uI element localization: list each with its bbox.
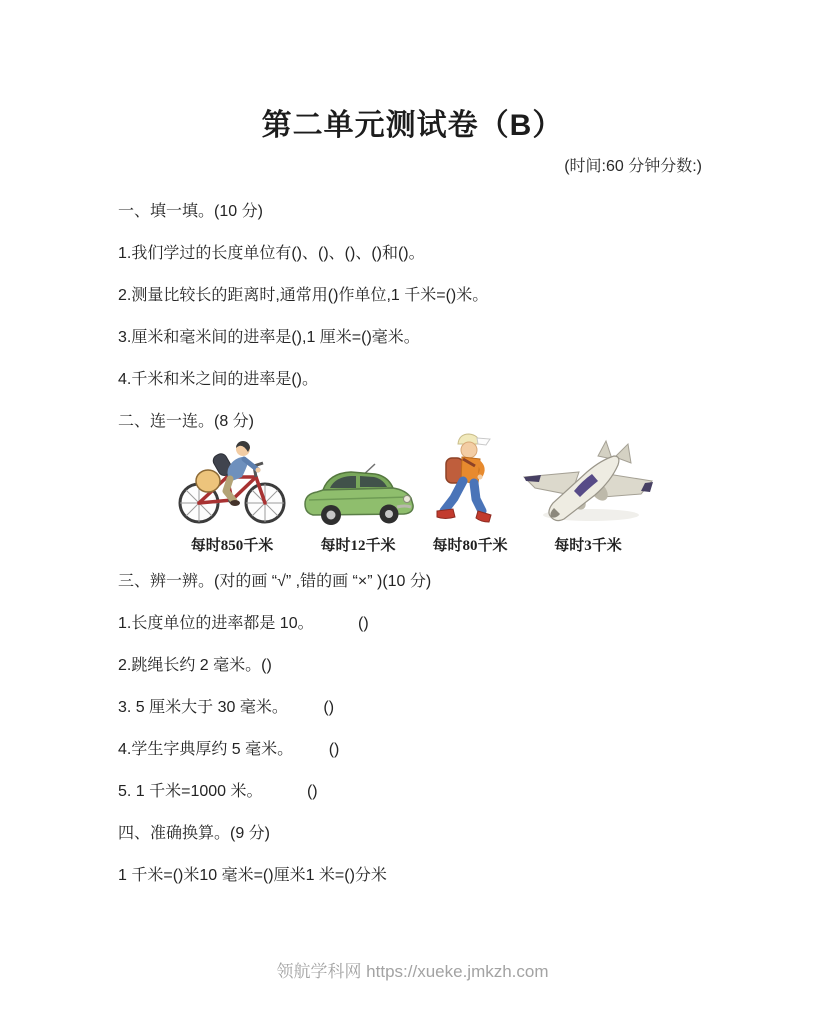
judge-question-2: 2.跳绳长约 2 毫米。() (118, 657, 272, 674)
matching-figure-car (294, 432, 422, 556)
exam-time-score-meta: (时间:60 分钟分数:) (564, 158, 702, 175)
matching-figure-pedestrian (422, 432, 518, 556)
figure-caption-pedestrian: 每时80千米 (432, 538, 508, 554)
figure-caption-jet: 每时3千米 (554, 538, 622, 554)
section-four-heading: 四、准确换算。(9 分) (118, 825, 271, 842)
bicycle-rider-icon (176, 432, 288, 527)
fighter-jet-icon (519, 432, 657, 527)
matching-figure-bicycle (170, 432, 294, 556)
fill-in-question-4: 4.千米和米之间的进率是()。 (118, 371, 319, 388)
page-title: 第二单元测试卷（B） (261, 109, 564, 142)
judge-question-4: 4.学生字典厚约 5 毫米。 () (118, 741, 340, 758)
figure-caption-car: 每时12千米 (320, 538, 396, 554)
matching-figure-jet (518, 432, 658, 556)
green-car-icon (297, 432, 419, 527)
paper-body (118, 176, 735, 885)
walking-boy-icon (431, 432, 509, 527)
fill-in-question-2: 2.测量比较长的距离时,通常用()作单位,1 千米=()米。 (118, 287, 489, 304)
section-one-heading: 一、填一填。(10 分) (118, 203, 263, 220)
watermark-footer: 领航学科网 https://xueke.jmkzh.com (276, 962, 549, 981)
judge-question-1: 1.长度单位的进率都是 10。 () (118, 615, 369, 632)
judge-question-5: 5. 1 千米=1000 米。 () (118, 783, 318, 800)
figure-caption-bicycle: 每时850千米 (190, 538, 274, 554)
fill-in-question-3: 3.厘米和毫米间的进率是(),1 厘米=()毫米。 (118, 329, 420, 346)
judge-question-3: 3. 5 厘米大于 30 毫米。 () (118, 699, 335, 716)
section-two-heading: 二、连一连。(8 分) (118, 413, 255, 430)
section-three-heading: 三、辨一辨。(对的画 “√” ,错的画 “×” )(10 分) (118, 573, 432, 590)
fill-in-question-1: 1.我们学过的长度单位有()、()、()、()和()。 (118, 245, 425, 262)
conversion-line: 1 千米=()米10 毫米=()厘米1 米=()分米 (118, 867, 387, 884)
matching-figures-row (170, 432, 735, 556)
